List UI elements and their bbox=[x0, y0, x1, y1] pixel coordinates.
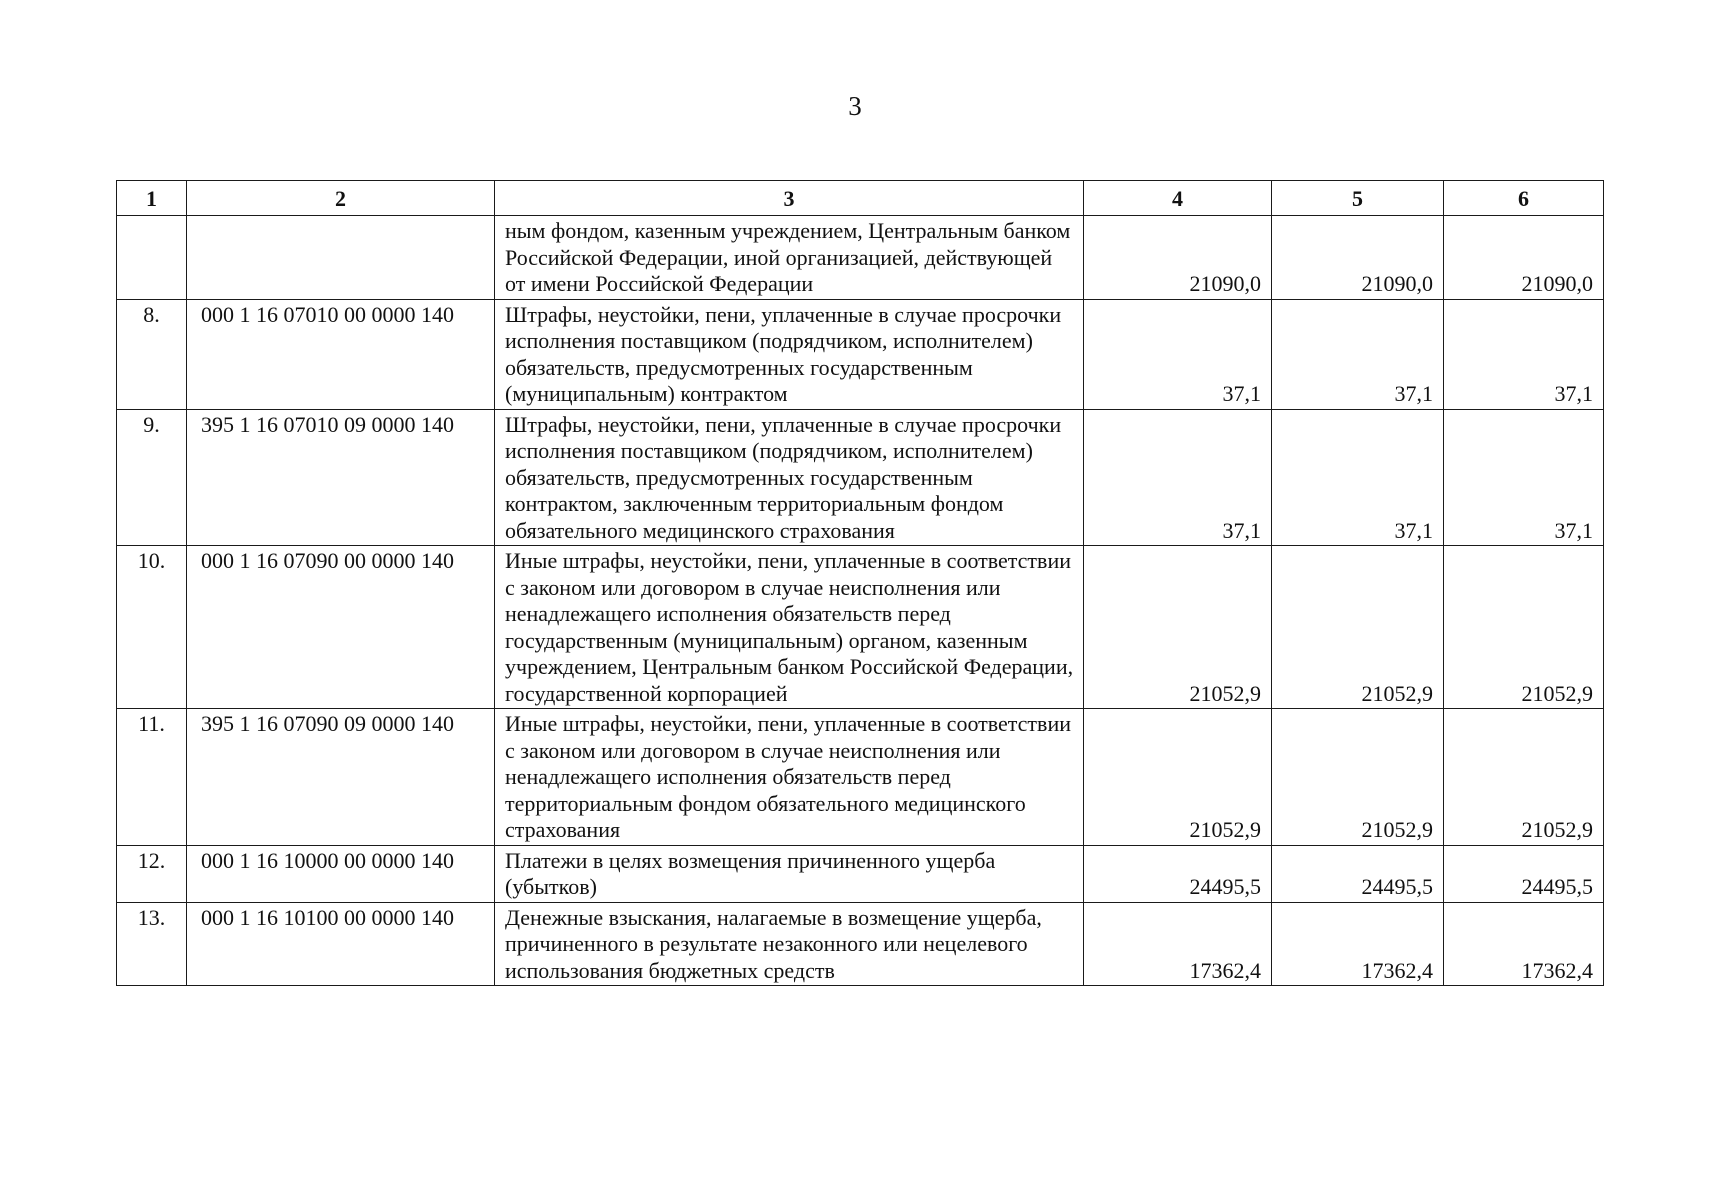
budget-code: 000 1 16 07010 00 0000 140 bbox=[187, 299, 495, 409]
table-row bbox=[117, 546, 1604, 709]
row-description: Штрафы, неустойки, пени, уплаченные в случае просрочки исполнения поставщиком (подрядчиком, исполнителем) обязательств, предусмотренных государственным контрактом, заключенным территориальным фондом обязательного медицинского страхования bbox=[495, 409, 1084, 546]
column-header-5: 5 bbox=[1272, 181, 1444, 216]
row-description: Платежи в целях возмещения причиненного ущерба (убытков) bbox=[495, 845, 1084, 902]
value-col-4: 21052,9 bbox=[1084, 546, 1272, 709]
row-description: Иные штрафы, неустойки, пени, уплаченные в соответствии с законом или договором в случае неисполнения или ненадлежащего исполнения обязательств перед государственным (муниципальным) органом, казенным учреждением, Центральным банком Российской Федерации, государственной корпорацией bbox=[495, 546, 1084, 709]
budget-code bbox=[187, 216, 495, 300]
row-number: 9. bbox=[117, 409, 187, 546]
row-number: 12. bbox=[117, 845, 187, 902]
column-header-1: 1 bbox=[117, 181, 187, 216]
budget-code: 000 1 16 10000 00 0000 140 bbox=[187, 845, 495, 902]
row-number: 13. bbox=[117, 902, 187, 986]
row-description: Штрафы, неустойки, пени, уплаченные в случае просрочки исполнения поставщиком (подрядчиком, исполнителем) обязательств, предусмотренных государственным (муниципальным) контрактом bbox=[495, 299, 1084, 409]
table-row bbox=[117, 299, 1604, 409]
value-col-5: 24495,5 bbox=[1272, 845, 1444, 902]
value-col-4: 21090,0 bbox=[1084, 216, 1272, 300]
value-col-6: 17362,4 bbox=[1444, 902, 1604, 986]
table-row bbox=[117, 845, 1604, 902]
column-header-3: 3 bbox=[495, 181, 1084, 216]
table-row bbox=[117, 409, 1604, 546]
budget-code: 395 1 16 07010 09 0000 140 bbox=[187, 409, 495, 546]
budget-code: 000 1 16 07090 00 0000 140 bbox=[187, 546, 495, 709]
budget-table bbox=[116, 180, 1604, 986]
value-col-6: 21052,9 bbox=[1444, 709, 1604, 846]
value-col-4: 24495,5 bbox=[1084, 845, 1272, 902]
value-col-6: 37,1 bbox=[1444, 409, 1604, 546]
value-col-4: 37,1 bbox=[1084, 299, 1272, 409]
value-col-5: 21052,9 bbox=[1272, 546, 1444, 709]
row-description: ным фондом, казенным учреждением, Центральным банком Российской Федерации, иной организацией, действующей от имени Российской Федерации bbox=[495, 216, 1084, 300]
table-header-row bbox=[117, 181, 1604, 216]
value-col-4: 21052,9 bbox=[1084, 709, 1272, 846]
column-header-6: 6 bbox=[1444, 181, 1604, 216]
value-col-6: 24495,5 bbox=[1444, 845, 1604, 902]
value-col-6: 37,1 bbox=[1444, 299, 1604, 409]
value-col-4: 17362,4 bbox=[1084, 902, 1272, 986]
row-number: 10. bbox=[117, 546, 187, 709]
value-col-5: 21052,9 bbox=[1272, 709, 1444, 846]
value-col-5: 37,1 bbox=[1272, 299, 1444, 409]
value-col-5: 21090,0 bbox=[1272, 216, 1444, 300]
row-description: Денежные взыскания, налагаемые в возмещение ущерба, причиненного в результате незаконного или нецелевого использования бюджетных средств bbox=[495, 902, 1084, 986]
value-col-5: 17362,4 bbox=[1272, 902, 1444, 986]
value-col-6: 21052,9 bbox=[1444, 546, 1604, 709]
column-header-4: 4 bbox=[1084, 181, 1272, 216]
column-header-2: 2 bbox=[187, 181, 495, 216]
value-col-4: 37,1 bbox=[1084, 409, 1272, 546]
row-number bbox=[117, 216, 187, 300]
row-description: Иные штрафы, неустойки, пени, уплаченные в соответствии с законом или договором в случае неисполнения или ненадлежащего исполнения обязательств перед территориальным фондом обязательного медицинского страхования bbox=[495, 709, 1084, 846]
row-number: 11. bbox=[117, 709, 187, 846]
table-row bbox=[117, 902, 1604, 986]
value-col-5: 37,1 bbox=[1272, 409, 1444, 546]
table-row bbox=[117, 216, 1604, 300]
page-number: 3 bbox=[848, 91, 862, 121]
row-number: 8. bbox=[117, 299, 187, 409]
budget-code: 395 1 16 07090 09 0000 140 bbox=[187, 709, 495, 846]
table-row bbox=[117, 709, 1604, 846]
value-col-6: 21090,0 bbox=[1444, 216, 1604, 300]
budget-code: 000 1 16 10100 00 0000 140 bbox=[187, 902, 495, 986]
